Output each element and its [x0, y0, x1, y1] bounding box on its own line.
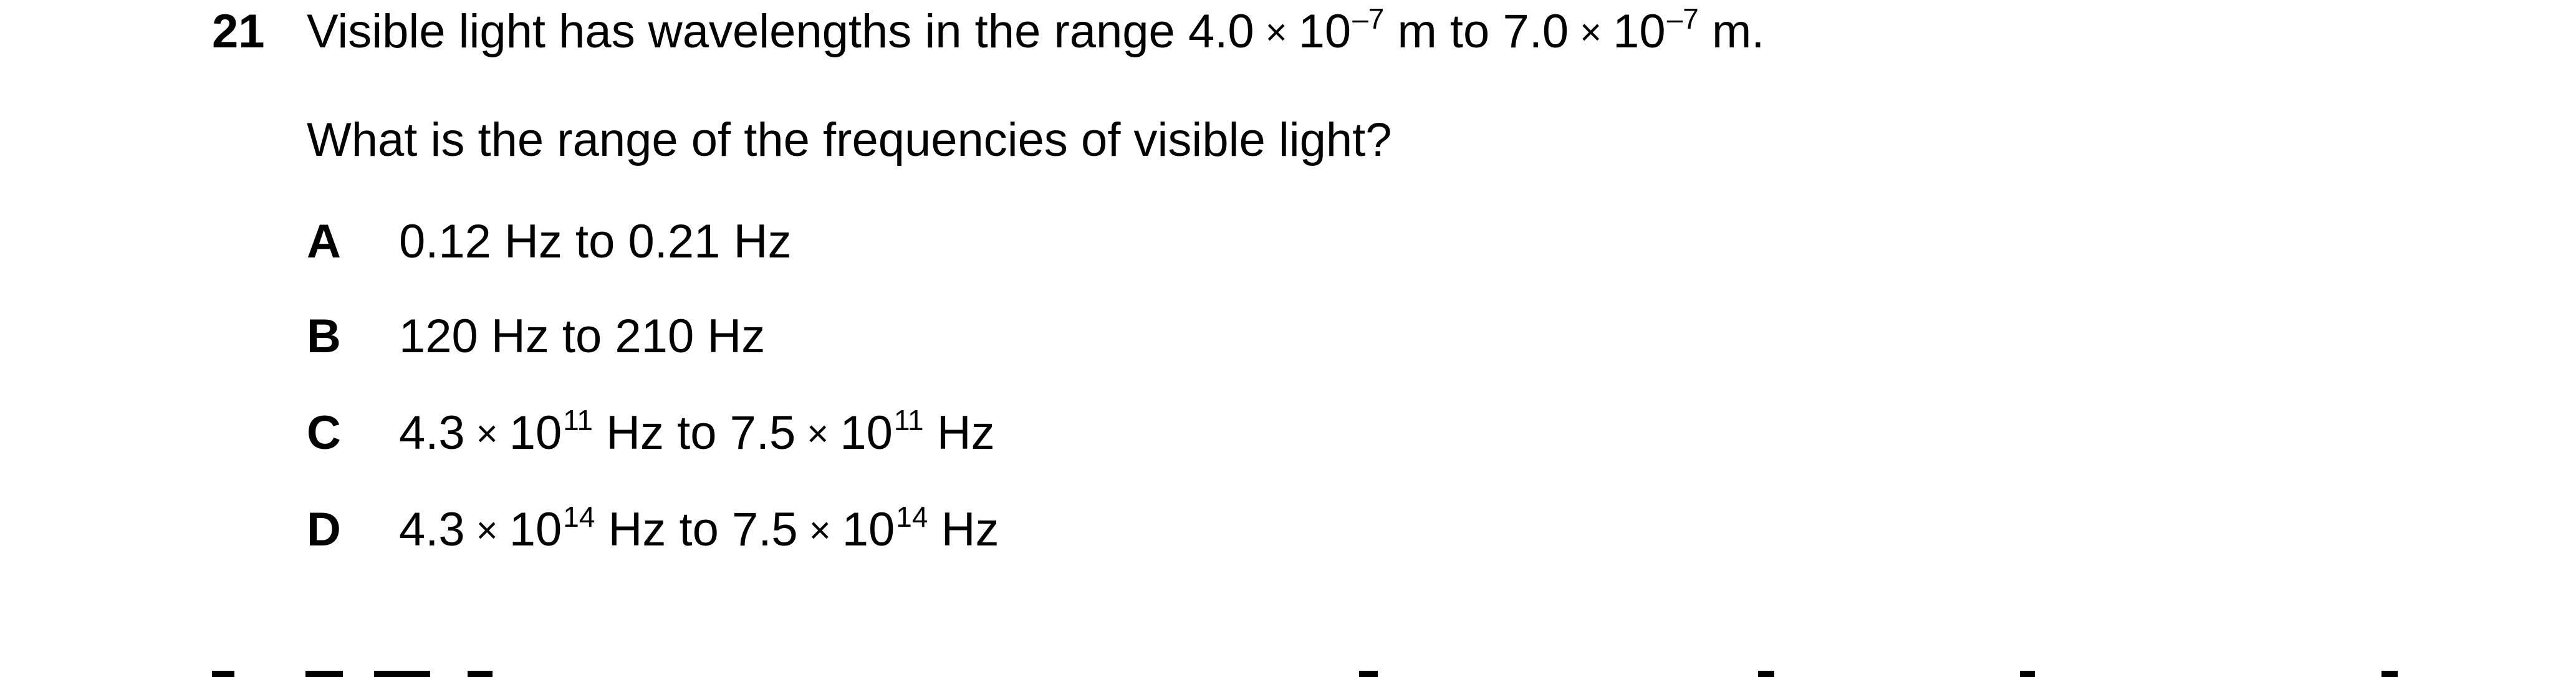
times-symbol: × — [809, 509, 831, 551]
option-exponent: 14 — [896, 501, 928, 533]
option-exponent: 11 — [893, 404, 924, 436]
option-exponent: 14 — [563, 501, 595, 533]
question-prompt: What is the range of the frequencies of visible light? — [307, 113, 1392, 166]
stem-text: Visible light has wavelengths in the range — [307, 5, 1175, 58]
cutoff-text-fragment — [212, 667, 2456, 677]
stem-value2-mantissa: 7.0 — [1502, 5, 1569, 58]
option-letter: C — [307, 406, 341, 459]
times-symbol: × — [807, 413, 829, 454]
times-symbol: × — [1265, 11, 1287, 53]
option-unit: Hz — [941, 503, 999, 556]
option-exponent: 11 — [563, 404, 594, 436]
option-base: 10 — [842, 503, 895, 556]
next-question-cutoff — [212, 667, 2456, 677]
stem-value1-exponent: –7 — [1352, 2, 1385, 35]
option-mantissa: 4.3 — [399, 503, 465, 556]
option-text: 120 Hz to 210 Hz — [399, 310, 766, 363]
option-unit: Hz — [936, 406, 995, 459]
option-b[interactable] — [307, 309, 765, 365]
option-letter: D — [307, 503, 341, 556]
stem-value1-mantissa: 4.0 — [1188, 5, 1254, 58]
option-text: 0.12 Hz to 0.21 Hz — [399, 215, 792, 268]
option-letter: B — [307, 310, 341, 363]
question-number: 21 — [212, 5, 265, 58]
option-mid-text: Hz to 7.5 — [608, 503, 798, 556]
stem-value1-base: 10 — [1298, 5, 1352, 58]
option-text — [399, 405, 995, 467]
option-d[interactable] — [307, 502, 999, 564]
stem-value2-unit: m. — [1711, 5, 1765, 58]
times-symbol: × — [476, 509, 498, 551]
option-mid-text: Hz to 7.5 — [606, 406, 796, 459]
option-base: 10 — [840, 406, 893, 459]
option-text — [399, 502, 999, 564]
option-base: 10 — [509, 503, 562, 556]
question-stem — [307, 4, 1764, 65]
stem-value2-base: 10 — [1613, 5, 1666, 58]
times-symbol: × — [476, 413, 498, 454]
times-symbol: × — [1580, 11, 1602, 53]
stem-value1-unit: m to — [1397, 5, 1490, 58]
option-base: 10 — [509, 406, 562, 459]
option-mantissa: 4.3 — [399, 406, 465, 459]
option-a[interactable] — [307, 214, 791, 270]
option-c[interactable] — [307, 405, 995, 467]
stem-value2-exponent: –7 — [1666, 2, 1699, 35]
option-letter: A — [307, 215, 341, 268]
